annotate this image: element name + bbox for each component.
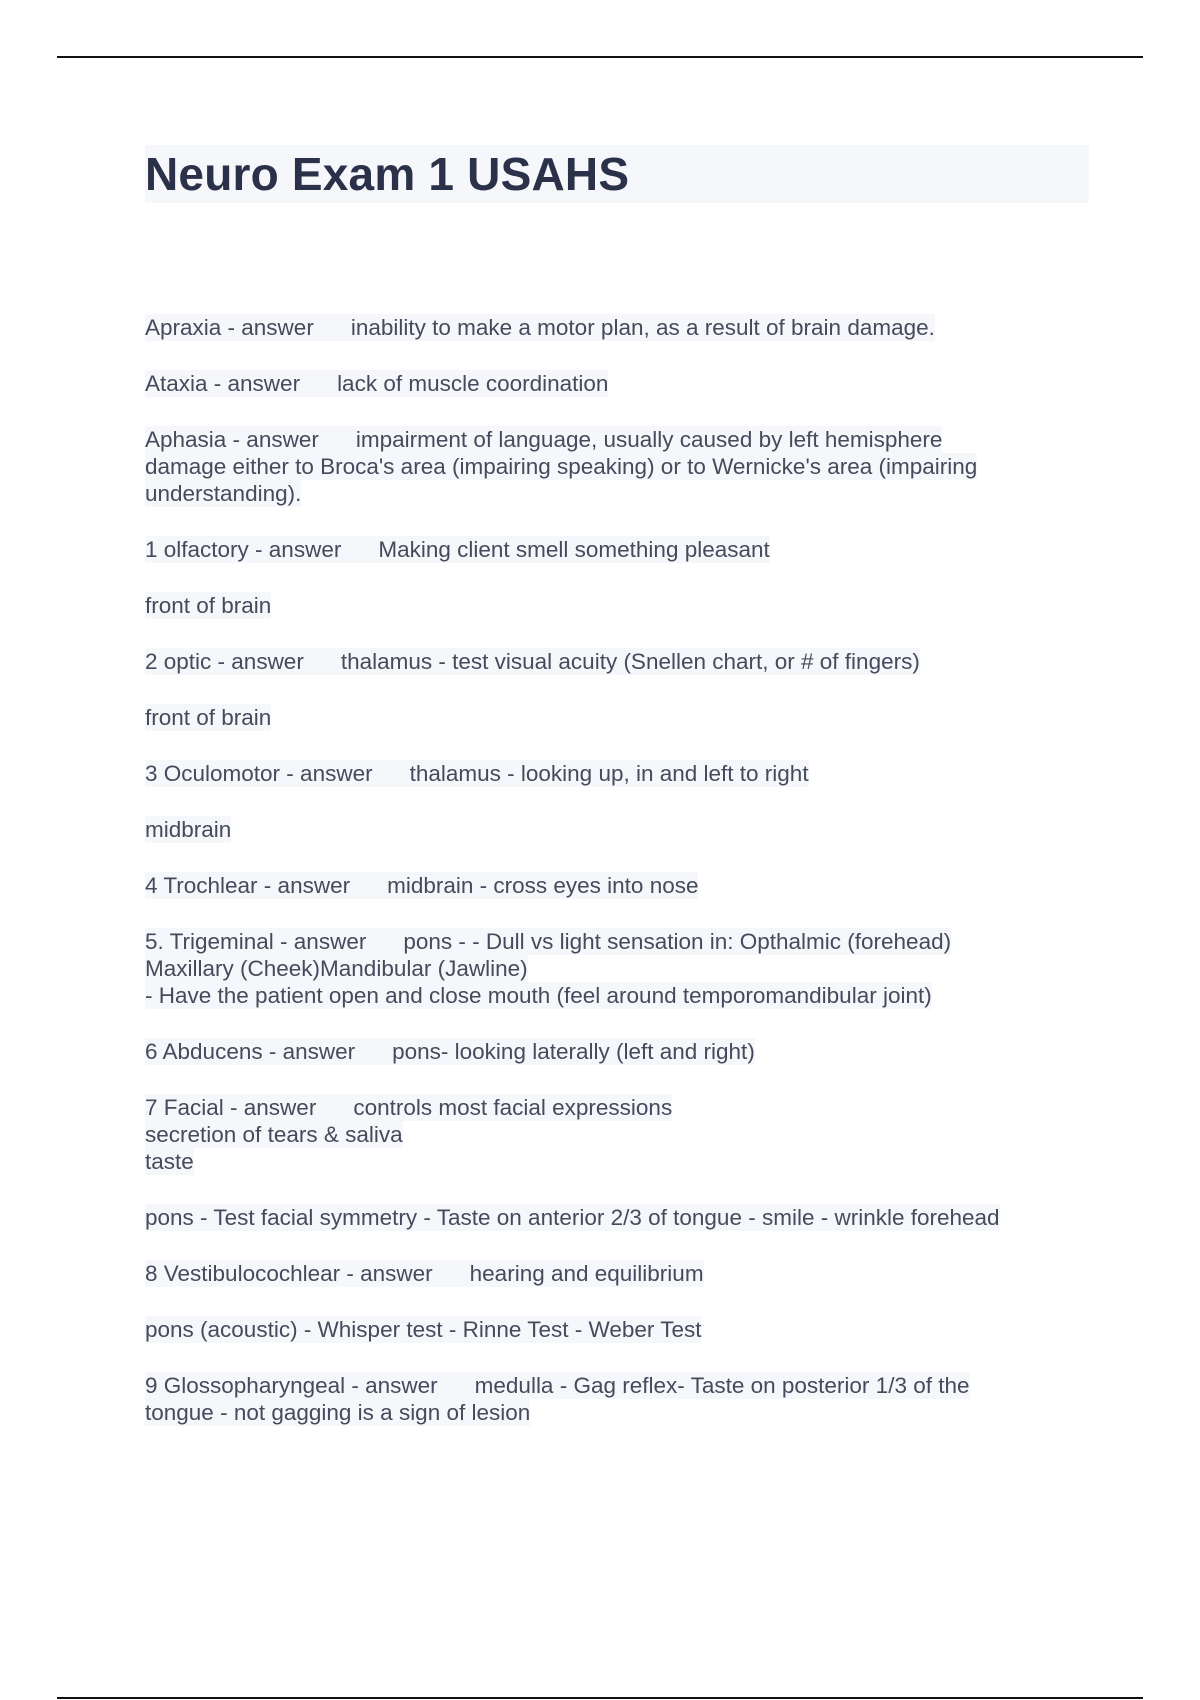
- entry-line: [145, 426, 942, 453]
- entry-line: [145, 704, 271, 731]
- entry-definition: medulla - Gag reflex- Taste on posterior 1/3 of the: [474, 1373, 970, 1398]
- entry-line: [145, 536, 770, 563]
- entry-block: [145, 536, 1075, 563]
- entry-block: [145, 928, 1075, 1009]
- entry-block: [145, 872, 1075, 899]
- entry-term: 8 Vestibulocochlear - answer: [145, 1261, 433, 1286]
- entry-definition: midbrain - cross eyes into nose: [387, 873, 699, 898]
- entry-line: [145, 982, 932, 1009]
- entry-definition: Making client smell something pleasant: [378, 537, 770, 562]
- entry-definition: secretion of tears & saliva: [145, 1122, 403, 1147]
- entry-line: [145, 592, 271, 619]
- entry-block: [145, 1372, 1075, 1426]
- entry-block: [145, 314, 1075, 341]
- entry-term: 2 optic - answer: [145, 649, 304, 674]
- entry-definition: inability to make a motor plan, as a result of brain damage.: [350, 315, 935, 340]
- entry-block: [145, 426, 1075, 507]
- entry-term: 1 olfactory - answer: [145, 537, 342, 562]
- entry-definition: Maxillary (Cheek)Mandibular (Jawline): [145, 956, 528, 981]
- entry-line: [145, 816, 231, 843]
- entry-line: [145, 453, 977, 480]
- entry-block: [145, 1038, 1075, 1065]
- bottom-rule: [57, 1697, 1143, 1699]
- entry-line: [145, 1148, 194, 1175]
- entry-line: [145, 1038, 755, 1065]
- entry-line: [145, 648, 920, 675]
- entry-line: [145, 1204, 1000, 1231]
- entry-block: [145, 1260, 1075, 1287]
- entry-definition: tongue - not gagging is a sign of lesion: [145, 1400, 531, 1425]
- entry-definition: controls most facial expressions: [353, 1095, 673, 1120]
- entry-term: 4 Trochlear - answer: [145, 873, 351, 898]
- entry-term: 9 Glossopharyngeal - answer: [145, 1373, 438, 1398]
- entry-definition: midbrain: [145, 817, 232, 842]
- entry-line: [145, 872, 698, 899]
- entry-definition: pons - Test facial symmetry - Taste on anterior 2/3 of tongue - smile - wrinkle forehead: [145, 1205, 1000, 1230]
- entry-line: [145, 370, 608, 397]
- entry-block: [145, 816, 1075, 843]
- entry-definition: pons- looking laterally (left and right): [392, 1039, 755, 1064]
- entry-definition: lack of muscle coordination: [337, 371, 609, 396]
- entry-block: [145, 648, 1075, 675]
- entry-definition: impairment of language, usually caused by left hemisphere: [355, 427, 943, 452]
- entry-line: [145, 760, 809, 787]
- entry-list: [145, 314, 1075, 1455]
- entry-block: [145, 1204, 1075, 1231]
- entry-line: [145, 480, 301, 507]
- entry-block: [145, 1094, 1075, 1175]
- entry-line: [145, 1121, 403, 1148]
- entry-line: [145, 314, 935, 341]
- entry-term: Ataxia - answer: [145, 371, 301, 396]
- entry-line: [145, 1399, 530, 1426]
- entry-definition: front of brain: [145, 705, 272, 730]
- entry-definition: thalamus - test visual acuity (Snellen chart, or # of fingers): [340, 649, 920, 674]
- entry-definition: thalamus - looking up, in and left to right: [409, 761, 809, 786]
- entry-line: [145, 928, 951, 955]
- entry-definition: - Have the patient open and close mouth (feel around temporomandibular joint): [145, 983, 932, 1008]
- page-title: Neuro Exam 1 USAHS: [145, 148, 630, 200]
- entry-line: [145, 1372, 970, 1399]
- entry-term: 3 Oculomotor - answer: [145, 761, 373, 786]
- entry-block: [145, 704, 1075, 731]
- top-rule: [57, 56, 1143, 58]
- entry-line: [145, 1094, 672, 1121]
- entry-line: [145, 1316, 701, 1343]
- entry-definition: front of brain: [145, 593, 272, 618]
- entry-block: [145, 1316, 1075, 1343]
- entry-line: [145, 955, 528, 982]
- entry-definition: hearing and equilibrium: [469, 1261, 704, 1286]
- entry-line: [145, 1260, 704, 1287]
- entry-block: [145, 760, 1075, 787]
- entry-definition: taste: [145, 1149, 194, 1174]
- entry-term: 5. Trigeminal - answer: [145, 929, 367, 954]
- entry-definition: pons (acoustic) - Whisper test - Rinne Test - Weber Test: [145, 1317, 702, 1342]
- entry-definition: understanding).: [145, 481, 302, 506]
- entry-block: [145, 592, 1075, 619]
- entry-term: Aphasia - answer: [145, 427, 319, 452]
- entry-definition: damage either to Broca's area (impairing speaking) or to Wernicke's area (impairing: [145, 454, 978, 479]
- entry-term: 6 Abducens - answer: [145, 1039, 356, 1064]
- entry-term: Apraxia - answer: [145, 315, 314, 340]
- entry-definition: pons - - Dull vs light sensation in: Opthalmic (forehead): [403, 929, 952, 954]
- entry-term: 7 Facial - answer: [145, 1095, 317, 1120]
- entry-block: [145, 370, 1075, 397]
